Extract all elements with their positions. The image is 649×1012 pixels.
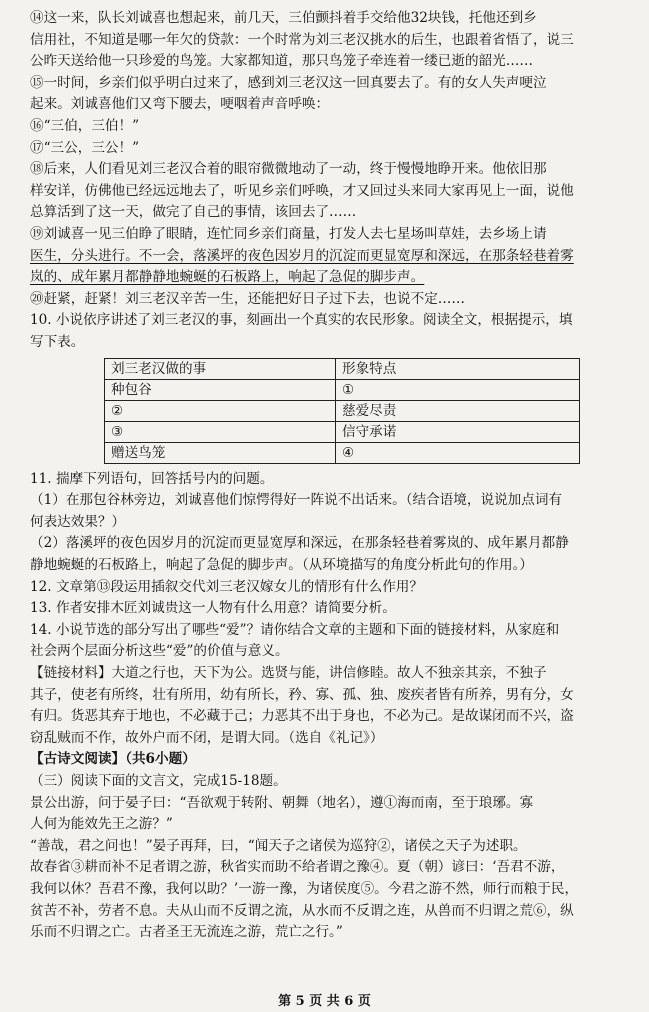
table-cell: 种包谷: [105, 379, 336, 400]
story-line: ⑮一时间，乡亲们似乎明白过来了，感到刘三老汉这一回真要去了。有的女人失声哽泣: [30, 74, 547, 91]
classical-line: “善哉，君之问也！”晏子再拜，曰，“闻天子之诸侯为巡狩②，诸侯之天子为述职。: [30, 837, 527, 854]
question-13: 13. 作者安排木匠刘诚贵这一人物有什么用意？请简要分析。: [30, 600, 396, 617]
story-line-underlined: 岚的、成年累月都静静地蜿蜒的石板路上，响起了急促的脚步声。: [30, 269, 425, 286]
question-11-1-cont: 何表达效果？）: [30, 513, 126, 530]
table-cell: ②: [105, 400, 336, 421]
question-11-2-cont: 静地蜿蜒的石板路上，响起了急促的脚步声。（从环境描写的角度分析此句的作用。）: [30, 557, 533, 573]
question-14-cont: 社会两个层面分析这些“爱”的价值与意义。: [30, 643, 289, 660]
classical-line: 乐而不归谓之亡。古者圣王无流连之游，荒亡之行。”: [30, 924, 343, 941]
table-cell: 信守承诺: [336, 421, 580, 442]
table-cell: 慈爱尽责: [336, 400, 580, 421]
story-line: ⑰“三公，三公！”: [30, 139, 140, 156]
link-material-line: 窃乱贼而不作，故外户而不闭，是谓大同。（选自《礼记》）: [30, 729, 384, 746]
table-header-row: [105, 358, 580, 379]
link-material-line: 有归。货恶其弃于地也，不必藏于己；力恶其不出于身也，不必为己。是故谋闭而不兴，盗: [30, 708, 574, 725]
section-subheading: （三）阅读下面的文言文，完成15-18题。: [30, 773, 287, 789]
section-heading: 【古诗文阅读】（共6小题）: [30, 751, 196, 768]
page-footer: 第 5 页 共 6 页: [278, 994, 371, 1009]
story-line: 起来。刘诚喜他们又弯下腰去，哽咽着声音呼唤：: [30, 96, 330, 113]
question-11-1: （1）在那包谷林旁边，刘诚喜他们惊愕得好一阵说不出话来。（结合语境，说说加点词有: [30, 492, 563, 509]
table-header-cell: 形象特点: [336, 358, 580, 379]
story-line: ⑯“三伯，三伯！”: [30, 118, 140, 134]
table-row: [105, 400, 580, 421]
question-10: 10. 小说依序讲述了刘三老汉的事，刻画出一个真实的农民形象。阅读全文，根据提示，填: [30, 312, 573, 329]
table-header-cell: 刘三老汉做的事: [105, 358, 336, 379]
table-cell: 赠送鸟笼: [105, 442, 336, 463]
classical-line: 人何为能效先王之游？”: [30, 816, 173, 833]
table-row: [105, 421, 580, 442]
classical-line: 贫苦不补，劳者不息。夫从山而不反谓之流，从水而不反谓之连，从兽而不归谓之荒⑥，纵: [30, 902, 574, 919]
story-line: ⑳赶紧，赶紧！刘三老汉辛苦一生，还能把好日子过下去，也说不定……: [30, 290, 465, 307]
story-line: 公昨天送给他一只珍爱的鸟笼。大家都知道，那只鸟笼子牵连着一缕已逝的韶光……: [30, 53, 533, 70]
story-line: ⑱后来，人们看见刘三老汉合着的眼帘微微地动了一动，终于慢慢地睁开来。他依旧那: [30, 161, 547, 178]
question-11-2: （2）落溪坪的夜色因岁月的沉淀而更显宽厚和深远，在那条轻巷着雾岚的、成年累月都静: [30, 535, 569, 552]
question-12: 12. 文章第⑬段运用插叙交代刘三老汉嫁女儿的情形有什么作用？: [30, 578, 423, 595]
story-line: ⑲刘诚喜一见三伯睁了眼睛，连忙同乡亲们商量，打发人去七星场叫草娃，去乡场上请: [30, 226, 547, 242]
table-cell: ③: [105, 421, 336, 442]
question-10-cont: 写下表。: [30, 334, 85, 350]
classical-line: 景公出游，问于晏子曰：“吾欲观于转附、朝舞（地名），遵①海而南，至于琅琊。寡: [30, 794, 534, 811]
story-line: ⑭这一来，队长刘诚喜也想起来，前几天，三伯颤抖着手交给他32块钱，托他还到乡: [30, 10, 537, 26]
question-14: 14. 小说节选的部分写出了哪些“爱”？请你结合文章的主题和下面的链接材料，从家庭和: [30, 621, 560, 638]
table-cell: ④: [336, 442, 580, 463]
table-row: [105, 379, 580, 400]
story-line-underlined: 医生，分头进行。不一会，落溪坪的夜色因岁月的沉淀而更显宽厚和深远，在那条轻巷着雾: [30, 247, 574, 264]
story-line: 样安详，仿佛他已经远远地去了，听见乡亲们呼唤，才又回过头来同大家再见上一面，说他: [30, 182, 574, 199]
table-cell: ①: [336, 379, 580, 400]
question-11: 11. 揣摩下列语句，回答括号内的问题。: [30, 470, 274, 487]
link-material-line: 【链接材料】大道之行也，天下为公。选贤与能，讲信修睦。故人不独亲其亲，不独子: [30, 665, 547, 681]
story-line: 信用社，不知道是哪一年欠的贷款：一个时常为刘三老汉挑水的后生，也跟着省悟了，说三: [30, 31, 574, 48]
table-row: [105, 442, 580, 463]
classical-line: 故春省③耕而补不足者谓之游，秋省实而助不给者谓之豫④。夏（朝）谚曰：‘吾君不游，: [30, 859, 565, 876]
story-line: 总算活到了这一天，做完了自己的事情，该回去了……: [30, 204, 357, 221]
link-material-line: 其子，使老有所终，壮有所用，幼有所长，矜、寡、孤、独、废疾者皆有所养，男有分，女: [30, 686, 574, 703]
classical-line: 我何以休？吾君不豫，我何以助？’一游一豫，为诸侯度⑤。今君之游不然，师行而粮于民，: [30, 881, 579, 897]
answer-table: [104, 358, 580, 464]
